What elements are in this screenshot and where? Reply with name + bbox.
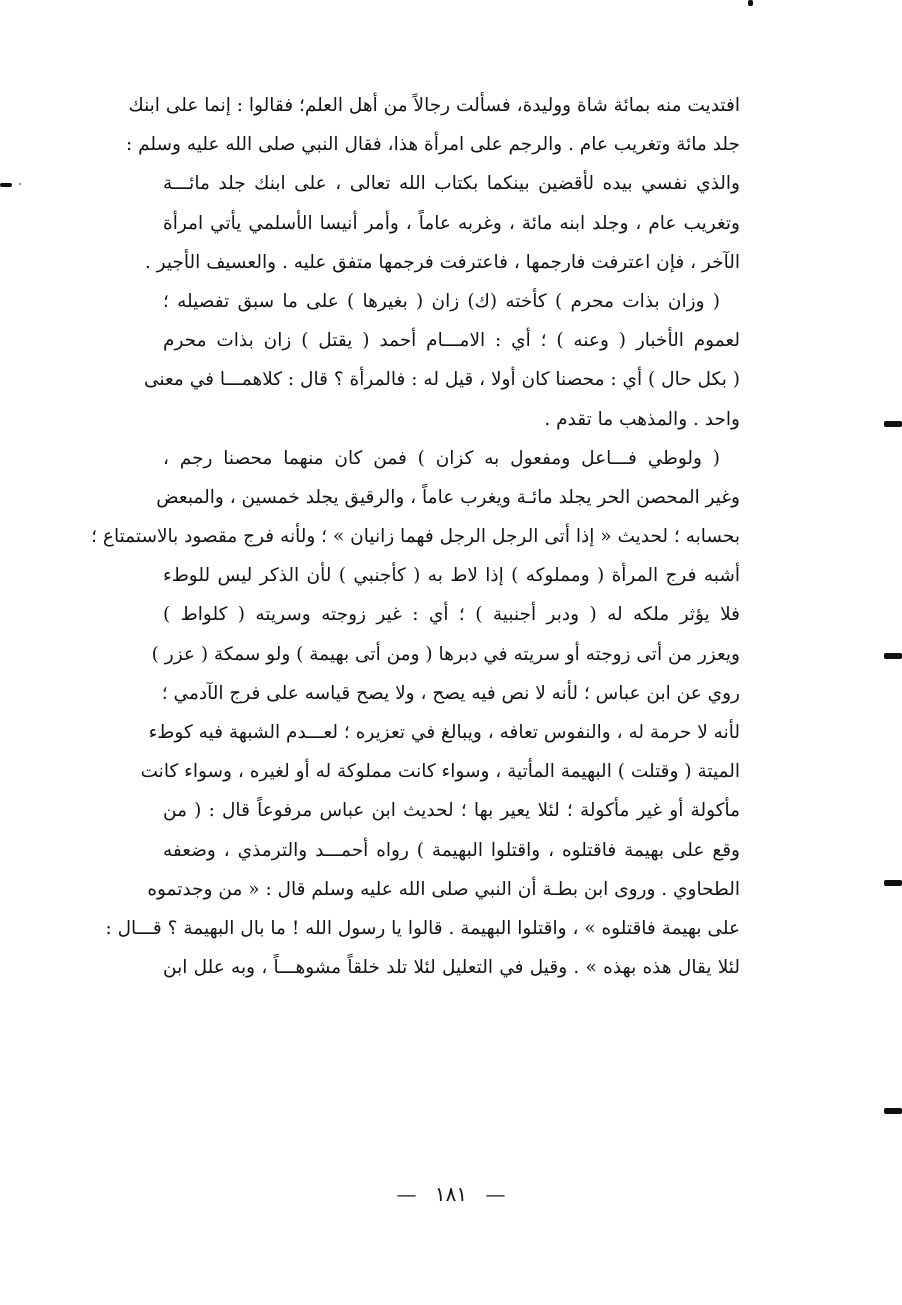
text-line: بحسابه ؛ لحديث « إذا أتى الرجل الرجل فهما زانيان » ؛ ولأنه فرج مقصود بالاستمتاع ؛ bbox=[91, 526, 740, 548]
text-line: روي عن ابن عباس ؛ لأنه لا نص فيه يصح ، ولا يصح قياسه على فرج الآدمي ؛ bbox=[161, 682, 740, 704]
right-margin-mark bbox=[884, 880, 902, 886]
text-line: افتديت منه بمائة شاة ووليدة، فسألت رجالاً من أهل العلم؛ فقالوا : إنما على ابنك bbox=[128, 95, 740, 116]
text-line: وقع على بهيمة فاقتلوه ، واقتلوا البهيمة ) رواه أحمـــد والترمذي ، وضعفه bbox=[163, 839, 740, 861]
left-margin-mark bbox=[0, 183, 12, 187]
text-line: ( بكل حال ) أي : محصنا كان أولا ، قيل له : فالمرأة ؟ قال : كلاهمـــا في معنى bbox=[144, 369, 740, 391]
right-margin-mark bbox=[884, 1108, 902, 1114]
text-line: مأكولة أو غير مأكولة ؛ لئلا يعير بها ؛ لحديث ابن عباس مرفوعاً قال : ( من bbox=[163, 800, 740, 822]
text-line: لأنه لا حرمة له ، والنفوس تعافه ، ويبالغ في تعزيره ؛ لعـــدم الشبهة فيه كوطء bbox=[148, 722, 740, 743]
text-line: ويعزر من أتى زوجته أو سريته في دبرها ( ومن أتى بهيمة ) ولو سمكة ( عزر ) bbox=[151, 643, 740, 665]
text-line: والذي نفسي بيده لأقضين بينكما بكتاب الله تعالى ، على ابنك جلد مائـــة bbox=[163, 173, 740, 195]
top-edge-mark bbox=[748, 0, 753, 6]
scan-speck bbox=[19, 183, 21, 185]
page-number-dash: — bbox=[485, 1182, 506, 1206]
main-text bbox=[91, 86, 740, 987]
page-number bbox=[0, 1182, 902, 1206]
text-line: وغير المحصن الحر يجلد مائـة ويغرب عاماً ، والرقيق يجلد خمسين ، والمبعض bbox=[156, 486, 740, 508]
right-margin-mark bbox=[884, 653, 902, 659]
text-line: الطحاوي . وروى ابن بطـة أن النبي صلى الله عليه وسلم قال : « من وجدتموه bbox=[147, 878, 740, 900]
text-line: لئلا يقال هذه بهذه » . وقيل في التعليل لئلا تلد خلقاً مشوهـــاً ، وبه علل ابن bbox=[163, 957, 740, 979]
text-line: واحد . والمذهب ما تقدم . bbox=[544, 408, 740, 430]
text-line: فلا يؤثر ملكه له ( ودبر أجنبية ) ؛ أي : غير زوجته وسريته ( كلواط ) bbox=[163, 604, 740, 626]
right-margin-mark bbox=[884, 421, 902, 427]
text-line: الآخر ، فإن اعترفت فارجمها ، فاعترفت فرجمها متفق عليه . والعسيف الأجير . bbox=[144, 251, 740, 273]
text-line: وتغريب عام ، وجلد ابنه مائة ، وغربه عاماً ، وأمر أنيسا الأسلمي يأتي امرأة bbox=[163, 212, 740, 234]
text-line: الميتة ( وقتلت ) البهيمة المأتية ، وسواء كانت مملوكة له أو لغيره ، وسواء كانت bbox=[140, 761, 740, 783]
text-line: لعموم الأخبار ( وعنه ) ؛ أي : الامـــام أحمد ( يقتل ) زان بذات محرم bbox=[163, 330, 740, 352]
text-line: على بهيمة فاقتلوه » ، واقتلوا البهيمة . قالوا يا رسول الله ! ما بال البهيمة ؟ قـــال : bbox=[105, 917, 740, 939]
page-number-dash: — bbox=[396, 1182, 417, 1206]
page-number-value: ١٨١ bbox=[434, 1182, 468, 1206]
text-line: أشبه فرج المرأة ( ومملوكه ) إذا لاط به ( كأجنبي ) لأن الذكر ليس للوطء bbox=[163, 565, 740, 587]
text-line: ( ولوطي فـــاعل ومفعول به كزان ) فمن كان منهما محصنا رجم ، bbox=[163, 447, 720, 469]
text-line: جلد مائة وتغريب عام . والرجم على امرأة هذا، فقال النبي صلى الله عليه وسلم : bbox=[125, 134, 740, 156]
text-line: ( وزان بذات محرم ) كأخته (ك) زان ( بغيرها ) على ما سبق تفصيله ؛ bbox=[163, 290, 720, 312]
